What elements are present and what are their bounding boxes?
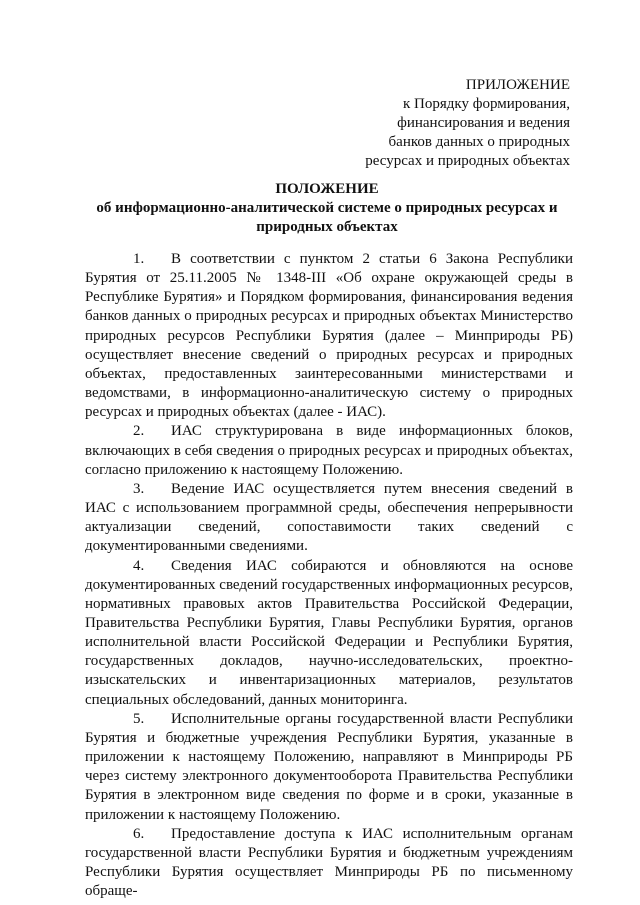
paragraph-number: 6. bbox=[133, 825, 145, 842]
paragraph-6 bbox=[85, 825, 573, 902]
appendix-line: банков данных о природных bbox=[388, 134, 570, 150]
appendix-line: ресурсах и природных объектах bbox=[365, 153, 570, 169]
paragraph-3 bbox=[85, 480, 573, 557]
title-heading: ПОЛОЖЕНИЕ bbox=[275, 181, 379, 197]
appendix-line: финансирования и ведения bbox=[397, 115, 570, 131]
appendix-header bbox=[270, 76, 570, 171]
appendix-line: к Порядку формирования, bbox=[403, 96, 570, 112]
appendix-line: ПРИЛОЖЕНИЕ bbox=[465, 77, 570, 93]
paragraph-number: 5. bbox=[133, 710, 145, 727]
paragraph-text: Ведение ИАС осуществляется путем внесения сведений в ИАС с использованием программной среды, обеспечения непрерывности актуализации сведений, сопоставимости таких сведений с документированными сведениями. bbox=[85, 480, 573, 555]
paragraph-1 bbox=[85, 250, 573, 422]
paragraph-2 bbox=[85, 422, 573, 479]
paragraph-number: 1. bbox=[133, 251, 145, 267]
document-title bbox=[62, 180, 592, 237]
paragraph-text: Предоставление доступа к ИАС исполнительным органам государственной власти Республики Бурятия и бюджетным учреждениям Республики Бурятия осуществляет Минприроды РБ по письменному обраще- bbox=[85, 825, 573, 900]
paragraph-number: 2. bbox=[133, 423, 145, 440]
paragraph-number: 3. bbox=[133, 480, 145, 497]
paragraph-5 bbox=[85, 710, 573, 825]
paragraph-text: В соответствии с пунктом 2 статьи 6 Закона Республики Бурятия от 25.11.2005 № 1348-III «Об охране окружающей среды в Республике Бурятия» и Порядком формирования, финансирования ведения банков данных о природных ресурсах и природных объектах Министерство природных ресурсов Республики Бурятия (далее – Минприроды РБ) осуществляет внесение сведений о природных ресурсах и природных объектах, предоставленных заинтересованными министерствами и ведомствами, в информационно-аналитическую систему о природных ресурсах и природных объектах (далее - ИАС). bbox=[85, 251, 573, 421]
document-body bbox=[85, 250, 573, 901]
paragraph-text: Сведения ИАС собираются и обновляются на основе документированных сведений государственных информационных ресурсов, нормативных правовых актов Правительства Российской Федерации, Правительства Республики Бурятия, Главы Республики Бурятия, органов исполнительной власти Российской Федерации и Республики Бурятия, государственных докладов, научно-исследовательских, проектно-изыскательских и инвентаризационных материалов, результатов специальных обследований, данных мониторинга. bbox=[85, 557, 573, 708]
title-subtitle-line: об информационно-аналитической системе о природных ресурсах и bbox=[96, 200, 558, 216]
paragraph-4 bbox=[85, 557, 573, 710]
paragraph-text: Исполнительные органы государственной власти Республики Бурятия и бюджетные учреждения Республики Бурятия, указанные в приложении к настоящему Положению, направляют в Минприроды РБ через систему электронного документооборота Правительства Республики Бурятия в электронном виде сведения по форме и в сроки, указанные в приложении к настоящему Положению. bbox=[85, 710, 573, 823]
title-subtitle-line: природных объектах bbox=[256, 219, 398, 235]
paragraph-number: 4. bbox=[133, 557, 145, 574]
paragraph-text: ИАС структурирована в виде информационных блоков, включающих в себя сведения о природных ресурсах и природных объектах, согласно приложению к настоящему Положению. bbox=[85, 423, 573, 478]
